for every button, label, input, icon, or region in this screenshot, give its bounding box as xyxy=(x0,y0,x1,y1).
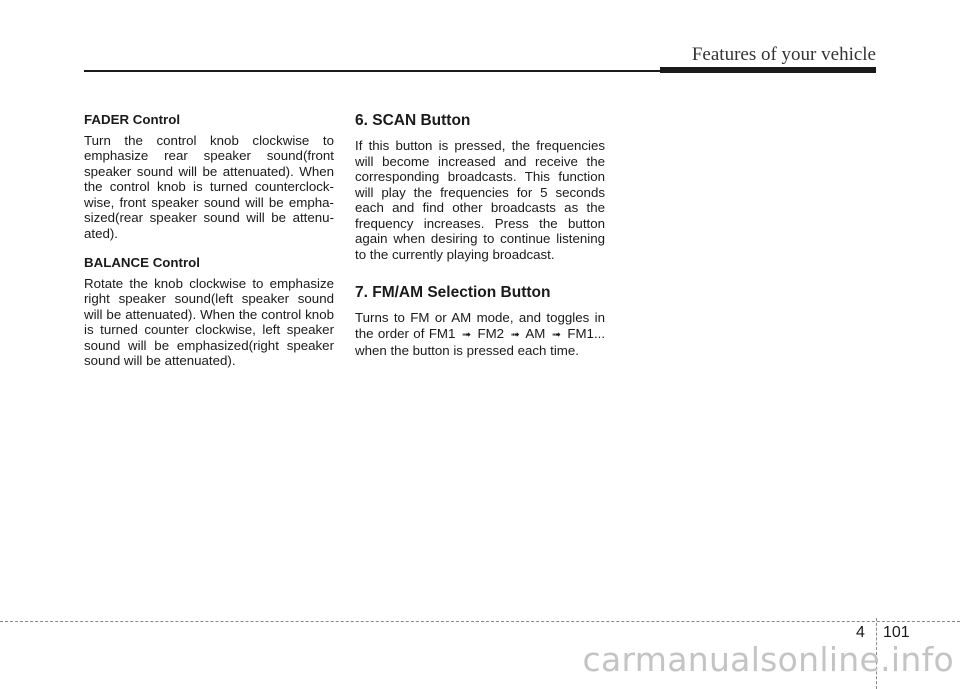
footer-rule xyxy=(0,621,960,622)
fmam-text-suffix: when the button is pressed each time. xyxy=(355,343,579,358)
fmam-seq-4: FM1... xyxy=(567,325,606,341)
scan-heading: 6. SCAN Button xyxy=(355,112,471,129)
fmam-text xyxy=(355,310,605,359)
left-column xyxy=(84,112,334,383)
arrow-right-icon: ➟ xyxy=(551,328,561,341)
balance-text: Rotate the knob clockwise to emphasize right speaker sound(left speaker sound will be attenuated). When the control knob is turned counter clockwise, left speaker sound will be emphasized(right speaker sound will be attenuated). xyxy=(84,275,334,368)
fmam-seq-3: AM xyxy=(525,325,546,341)
fmam-heading: 7. FM/AM Selection Button xyxy=(355,284,551,301)
right-column xyxy=(355,112,605,373)
page-number: 101 xyxy=(883,624,910,641)
balance-heading: BALANCE Control xyxy=(84,255,200,270)
fader-text: Turn the control knob clockwise to emphasize rear speaker sound(front speaker sound will be attenuated). When the control knob is turned counterclock-wise, front speaker sound will be empha-sized(rear speaker sound will be attenu-ated). xyxy=(84,132,334,241)
header-rule-accent xyxy=(660,67,876,73)
arrow-right-icon: ➟ xyxy=(510,328,520,341)
fmam-seq-2: FM2 xyxy=(477,325,505,341)
section-title: Features of your vehicle xyxy=(691,44,876,65)
fmam-text-prefix: Turns to FM or AM mode, and toggles in the order of xyxy=(355,310,605,341)
watermark: carmanualsonline.info xyxy=(582,640,954,679)
arrow-right-icon: ➟ xyxy=(461,328,472,341)
fmam-seq-1: FM1 xyxy=(428,325,456,341)
fader-heading: FADER Control xyxy=(84,112,181,127)
chapter-number: 4 xyxy=(856,624,865,641)
scan-text: If this button is pressed, the frequencies will become increased and receive the corresponding broadcasts. This function will play the frequencies for 5 seconds each and find other broadcasts as the frequency increases. Press the button again when desiring to continue listening to the currently playing broadcast. xyxy=(355,138,605,262)
